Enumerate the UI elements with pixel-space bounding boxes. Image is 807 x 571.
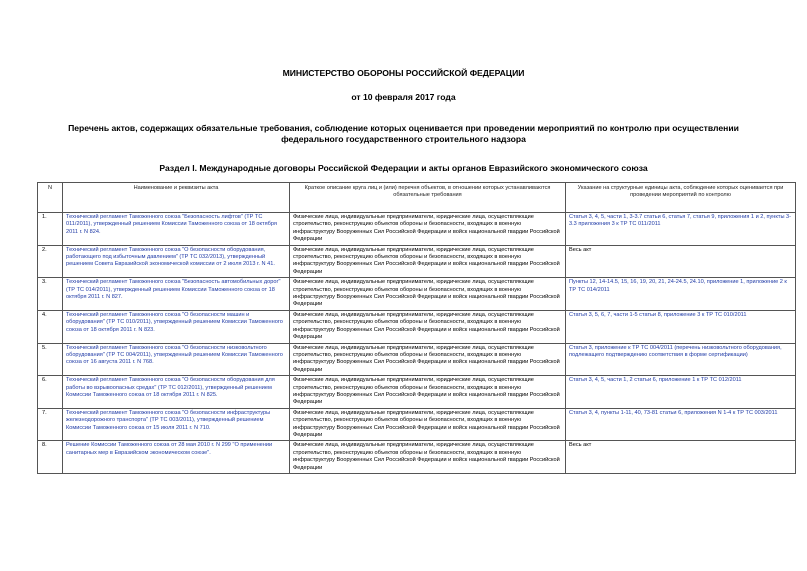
- provisions-text: Весь акт: [566, 245, 796, 278]
- act-link[interactable]: Технический регламент Таможенного союза "О безопасности инфраструктуры железнодорожного транспорта" (ТР ТС 003/2011), утвержденный решением Комиссии Таможенного союза от 15 июля 2011 г. N 710.: [63, 408, 290, 441]
- provisions-text: Весь акт: [566, 441, 796, 474]
- provisions-link[interactable]: Статья 3, 4, пункты 1-11, 40, 73-81 статьи 6, приложения N 1-4 к ТР ТС 003/2011: [566, 408, 796, 441]
- scope-description: Физические лица, индивидуальные предприниматели, юридические лица, осуществляющие строительство, реконструкцию объектов обороны и безопасности, входящих в военную инфраструктуру Вооруженных Сил Российской Федерации и войск национальной гвардии Российской Федерации: [290, 310, 566, 343]
- document-title-line2: федерального государственного строительного надзора: [281, 134, 526, 144]
- acts-table: [37, 182, 796, 474]
- row-number: 4.: [38, 310, 63, 343]
- table-row: [38, 408, 796, 441]
- provisions-link[interactable]: Статья 3, 4, 5, части 1, 3-3.7 статьи 6, статья 7, статья 9, приложения 1 и 2, пункты 3-3.3 приложения 3 к ТР ТС 011/2011: [566, 213, 796, 246]
- scope-description: Физические лица, индивидуальные предприниматели, юридические лица, осуществляющие строительство, реконструкцию объектов обороны и безопасности, входящих в военную инфраструктуру Вооруженных Сил Российской Федерации и войск национальной гвардии Российской Федерации: [290, 441, 566, 474]
- document-title-line1: Перечень актов, содержащих обязательные требования, соблюдение которых оценивается при проведении мероприятий по контролю при осуществлении: [68, 123, 739, 133]
- scope-description: Физические лица, индивидуальные предприниматели, юридические лица, осуществляющие строительство, реконструкцию объектов обороны и безопасности, входящих в военную инфраструктуру Вооруженных Сил Российской Федерации и войск национальной гвардии Российской Федерации: [290, 278, 566, 311]
- row-number: 6.: [38, 376, 63, 409]
- ministry-heading: МИНИСТЕРСТВО ОБОРОНЫ РОССИЙСКОЙ ФЕДЕРАЦИИ: [282, 68, 525, 78]
- table-row: [38, 441, 796, 474]
- document-title: [0, 123, 807, 145]
- document-date: от 10 февраля 2017 года: [351, 92, 456, 102]
- row-number: 7.: [38, 408, 63, 441]
- row-number: 1.: [38, 213, 63, 246]
- provisions-link[interactable]: Статья 3, приложение к ТР ТС 004/2011 (перечень низковольтного оборудования, подлежащего подтверждению соответствия в форме сертификации): [566, 343, 796, 376]
- row-number: 2.: [38, 245, 63, 278]
- provisions-link[interactable]: Статья 3, 4, 5, части 1, 2 статьи 6, приложение 1 к ТР ТС 012/2011: [566, 376, 796, 409]
- scope-description: Физические лица, индивидуальные предприниматели, юридические лица, осуществляющие строительство, реконструкцию объектов обороны и безопасности, входящих в военную инфраструктуру Вооруженных Сил Российской Федерации и войск национальной гвардии Российской Федерации: [290, 245, 566, 278]
- act-link[interactable]: Технический регламент Таможенного союза "О безопасности низковольтного оборудования" (ТР ТС 004/2011), утвержденный решением Комиссии Таможенного союза от 16 августа 2011 г. N 768.: [63, 343, 290, 376]
- table-row: [38, 213, 796, 246]
- table-row: [38, 376, 796, 409]
- provisions-link[interactable]: Пункты 12, 14-14.5, 15, 16, 19, 20, 21, 24-24.5, 24.10, приложение 1, приложение 2 к ТР ТС 014/2011: [566, 278, 796, 311]
- section-heading: Раздел I. Международные договоры Российской Федерации и акты органов Евразийского экономического союза: [159, 163, 648, 173]
- scope-description: Физические лица, индивидуальные предприниматели, юридические лица, осуществляющие строительство, реконструкцию объектов обороны и безопасности, входящих в военную инфраструктуру Вооруженных Сил Российской Федерации и войск национальной гвардии Российской Федерации: [290, 213, 566, 246]
- row-number: 3.: [38, 278, 63, 311]
- act-link[interactable]: Технический регламент Таможенного союза "О безопасности оборудования, работающего под избыточным давлением" (ТР ТС 032/2013), утвержденный решением Совета Евразийской экономической комиссии от 2 июля 2013 г. N 41.: [63, 245, 290, 278]
- act-link[interactable]: Технический регламент Таможенного союза "Безопасность автомобильных дорог" (ТР ТС 014/2011), утвержденный решением Комиссии Таможенного союза от 18 октября 2011 г. N 827.: [63, 278, 290, 311]
- provisions-link[interactable]: Статья 3, 5, 6, 7, части 1-5 статьи 8, приложение 3 к ТР ТС 010/2011: [566, 310, 796, 343]
- table-body: [38, 213, 796, 474]
- column-header-description: Краткое описание круга лиц и (или) перечня объектов, в отношении которых устанавливаются обязательные требования: [290, 183, 566, 213]
- row-number: 8.: [38, 441, 63, 474]
- table-row: [38, 343, 796, 376]
- act-link[interactable]: Технический регламент Таможенного союза "О безопасности оборудования для работы во взрывоопасных средах" (ТР ТС 012/2011), утвержденный решением Комиссии Таможенного союза от 18 октября 2011 г. N 825.: [63, 376, 290, 409]
- column-header-number: N: [38, 183, 63, 213]
- scope-description: Физические лица, индивидуальные предприниматели, юридические лица, осуществляющие строительство, реконструкцию объектов обороны и безопасности, входящих в военную инфраструктуру Вооруженных Сил Российской Федерации и войск национальной гвардии Российской Федерации: [290, 343, 566, 376]
- table-row: [38, 245, 796, 278]
- table-row: [38, 310, 796, 343]
- act-link[interactable]: Технический регламент Таможенного союза "Безопасность лифтов" (ТР ТС 011/2011), утвержденный решением Комиссии Таможенного союза от 18 октября 2011 г. N 824.: [63, 213, 290, 246]
- column-header-provisions: Указание на структурные единицы акта, соблюдение которых оценивается при проведении мероприятий по контролю: [566, 183, 796, 213]
- scope-description: Физические лица, индивидуальные предприниматели, юридические лица, осуществляющие строительство, реконструкцию объектов обороны и безопасности, входящих в военную инфраструктуру Вооруженных Сил Российской Федерации и войск национальной гвардии Российской Федерации: [290, 408, 566, 441]
- column-header-act: Наименование и реквизиты акта: [63, 183, 290, 213]
- row-number: 5.: [38, 343, 63, 376]
- scope-description: Физические лица, индивидуальные предприниматели, юридические лица, осуществляющие строительство, реконструкцию объектов обороны и безопасности, входящих в военную инфраструктуру Вооруженных Сил Российской Федерации и войск национальной гвардии Российской Федерации: [290, 376, 566, 409]
- table-row: [38, 278, 796, 311]
- act-link[interactable]: Технический регламент Таможенного союза "О безопасности машин и оборудования" (ТР ТС 010/2011), утвержденный решением Комиссии Таможенного союза от 18 октября 2011 г. N 823.: [63, 310, 290, 343]
- act-link[interactable]: Решение Комиссии Таможенного союза от 28 мая 2010 г. N 299 "О применении санитарных мер в Евразийском экономическом союзе".: [63, 441, 290, 474]
- table-header-row: [38, 183, 796, 213]
